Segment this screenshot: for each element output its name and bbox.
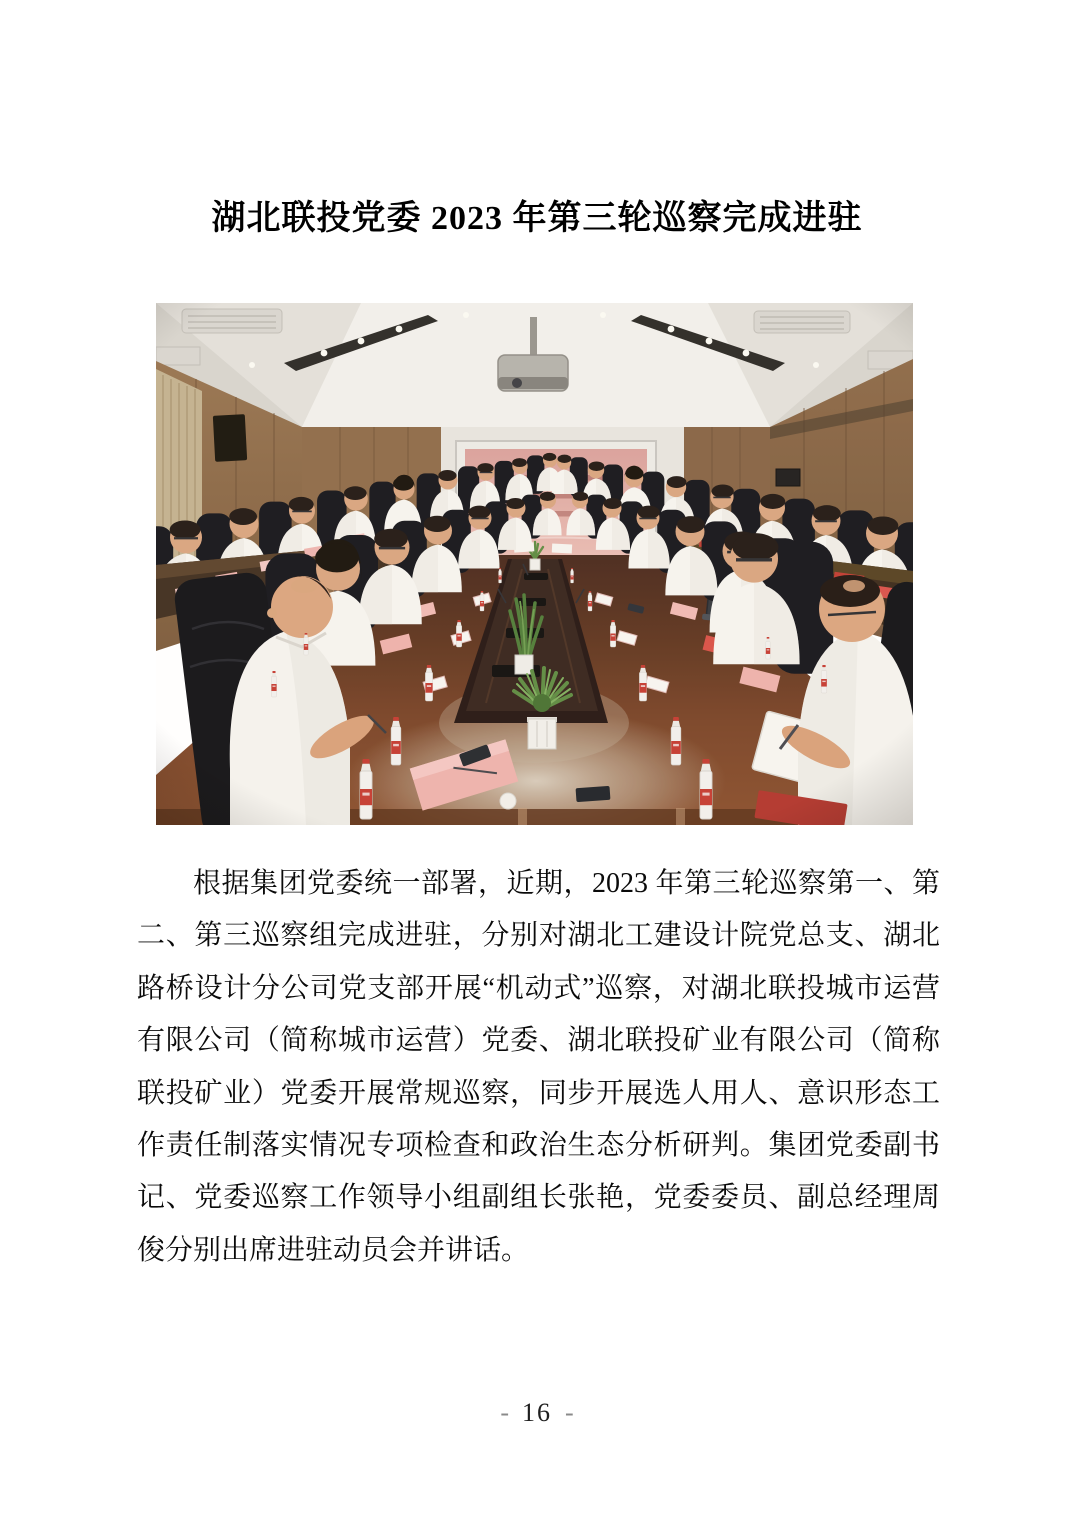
page-number	[0, 1398, 1074, 1428]
page-number-dash-left: -	[500, 1398, 509, 1427]
body-paragraph: 根据集团党委统一部署，近期，2023 年第三轮巡察第一、第二、第三巡察组完成进驻，分别对湖北工建设计院党总支、湖北路桥设计分公司党支部开展“机动式”巡察，对湖北联投城市运营有限公司（简称城市运营）党委、湖北联投矿业有限公司（简称联投矿业）党委开展常规巡察，同步开展选人用人、意识形态工作责任制落实情况专项检查和政治生态分析研判。集团党委副书记、党委巡察工作领导小组副组长张艳，党委委员、副总经理周俊分别出席进驻动员会并讲话。	[137, 868, 940, 1266]
page-title: 湖北联投党委 2023 年第三轮巡察完成进驻	[211, 200, 863, 237]
page-number-dash-right: -	[565, 1398, 574, 1427]
meeting-photo	[156, 303, 913, 825]
meeting-photo-illustration	[156, 303, 913, 825]
page-number-value: 16	[522, 1398, 552, 1427]
